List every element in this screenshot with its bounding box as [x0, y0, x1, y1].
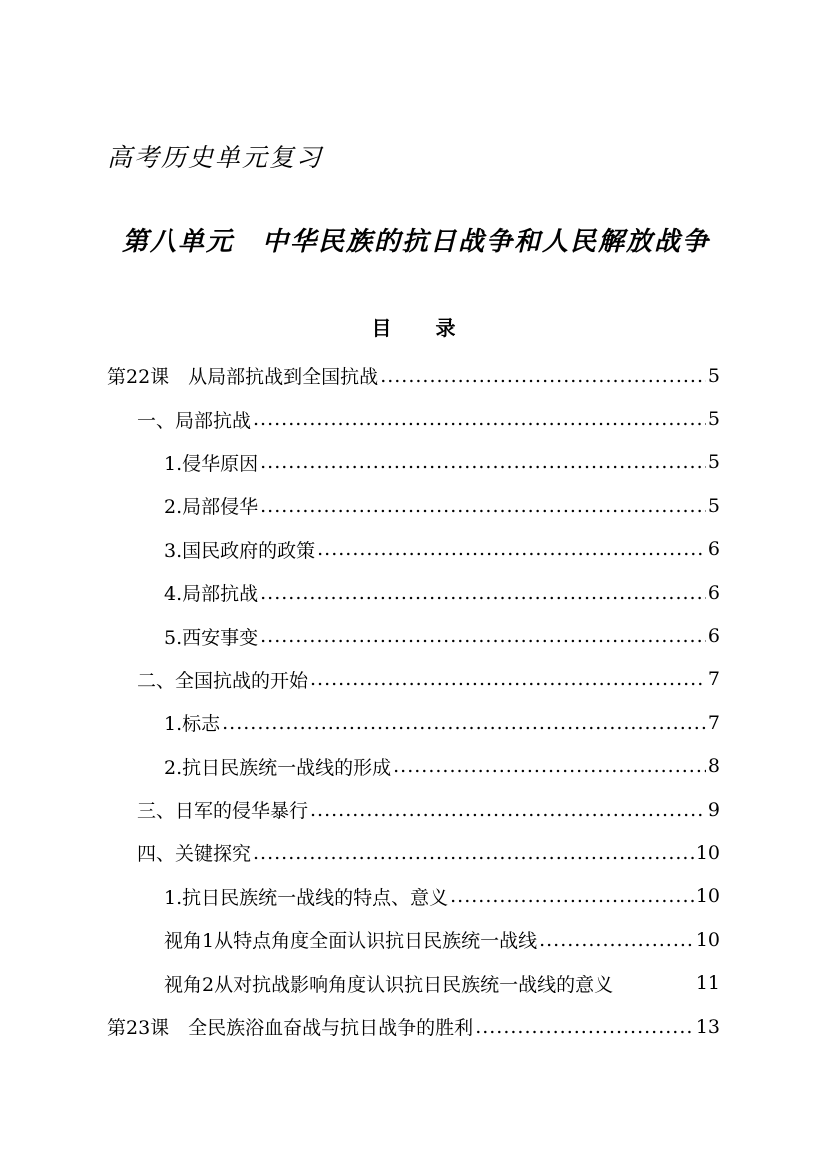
toc-entry-page: 6: [707, 625, 720, 648]
toc-entry[interactable]: [107, 354, 720, 397]
toc-entry[interactable]: [107, 484, 720, 527]
toc-entry-label: 第23课 全民族浴血奋战与抗日战争的胜利: [107, 1017, 474, 1040]
toc-entry-page: 5: [707, 408, 720, 431]
toc-entry-label: 2.局部侵华: [164, 496, 259, 519]
toc-entry-label: 2.抗日民族统一战线的形成: [164, 756, 392, 779]
toc-entry[interactable]: [107, 614, 720, 657]
unit-title: 第八单元 中华民族的抗日战争和人民解放战争: [122, 227, 711, 257]
dot-leader: [310, 799, 706, 821]
toc-entry[interactable]: [107, 961, 720, 1004]
toc-entry-label: 5.西安事变: [164, 626, 259, 649]
dot-leader: [260, 495, 706, 517]
toc-entry-page: 5: [707, 494, 720, 517]
toc-entry[interactable]: [107, 918, 720, 961]
toc-entry[interactable]: [107, 528, 720, 571]
toc-entry-label: 1.侵华原因: [164, 452, 259, 475]
toc-entry-label: 视角1从特点角度全面认识抗日民族统一战线: [164, 930, 538, 953]
toc-entry[interactable]: [107, 875, 720, 918]
toc-entry-page: 11: [695, 972, 720, 995]
toc-entry-label: 4.局部抗战: [164, 583, 259, 606]
toc-entry-page: 7: [707, 668, 720, 691]
toc-entry-page: 5: [707, 451, 720, 474]
dot-leader: [260, 582, 706, 604]
dot-leader: [539, 929, 694, 951]
toc-entry-label: 四、关键探究: [137, 843, 252, 866]
toc-entry[interactable]: [107, 1005, 720, 1048]
toc-entry-page: 5: [707, 364, 720, 387]
dot-leader: [475, 1016, 694, 1038]
toc-entry-page: 6: [707, 538, 720, 561]
toc-entry-label: 三、日军的侵华暴行: [137, 800, 309, 823]
dot-leader: [222, 712, 706, 734]
toc-entry-label: 第22课 从局部抗战到全国抗战: [107, 366, 379, 389]
toc-entry-page: 10: [695, 928, 720, 951]
toc-entry[interactable]: [107, 745, 720, 788]
toc-heading-char: 目: [371, 316, 392, 340]
toc-entry-label: 视角2从对抗战影响角度认识抗日民族统一战线的意义: [164, 973, 614, 996]
toc-entry[interactable]: [107, 441, 720, 484]
dot-leader: [393, 755, 706, 777]
dot-leader: [317, 538, 706, 560]
toc-entry-label: 1.标志: [164, 713, 221, 736]
toc-heading: [0, 312, 827, 341]
toc-entry[interactable]: [107, 831, 720, 874]
toc-heading-char: 录: [435, 316, 456, 340]
toc-entry-label: 一、局部抗战: [137, 409, 252, 432]
toc-entry[interactable]: [107, 397, 720, 440]
dot-leader: [260, 451, 706, 473]
dot-leader: [253, 842, 694, 864]
dot-leader: [380, 365, 706, 387]
toc-entry-label: 3.国民政府的政策: [164, 539, 316, 562]
toc-entry-label: 二、全国抗战的开始: [137, 669, 309, 692]
toc-entry-page: 8: [707, 755, 720, 778]
dot-leader: [253, 408, 706, 430]
toc-entry-page: 13: [695, 1015, 720, 1038]
toc-entry-page: 9: [707, 798, 720, 821]
dot-leader: [260, 625, 706, 647]
toc-entry-page: 10: [695, 885, 720, 908]
toc-entry-page: 7: [707, 711, 720, 734]
toc-entry[interactable]: [107, 658, 720, 701]
dot-leader: [310, 668, 706, 690]
document-title: 高考历史单元复习: [107, 143, 324, 172]
toc-entry[interactable]: [107, 571, 720, 614]
dot-leader: [450, 885, 694, 907]
toc-entry[interactable]: [107, 788, 720, 831]
table-of-contents: [107, 354, 720, 1048]
toc-entry[interactable]: [107, 701, 720, 744]
toc-entry-page: 10: [695, 841, 720, 864]
toc-entry-page: 6: [707, 581, 720, 604]
toc-entry-label: 1.抗日民族统一战线的特点、意义: [164, 886, 449, 909]
